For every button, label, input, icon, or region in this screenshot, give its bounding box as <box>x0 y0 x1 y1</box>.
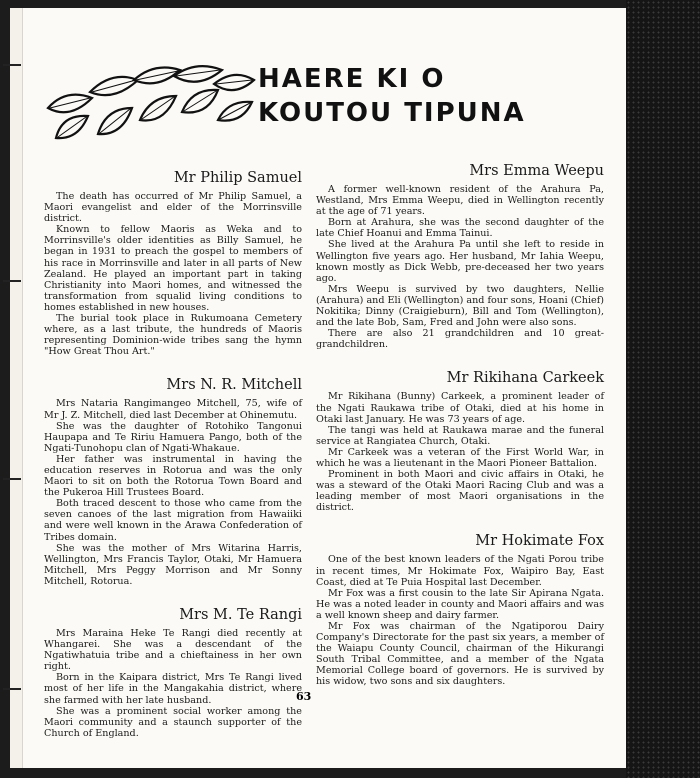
obituary-name: Mrs M. Te Rangi <box>179 607 302 623</box>
obituary-paragraph: Known to fellow Maoris as Weka and to Morrinsville's older identities as Billy Samuel, he began in 1931 to preach the gospel to members of his race in Morrinsville and later in all parts of New Zealand. He played an important part in taking Christianity into Maori homes, and witnessed the transformation from squalid living conditions to homes established in new houses. <box>44 224 302 313</box>
right-column <box>316 163 604 708</box>
binding-strip <box>10 8 23 768</box>
obituary-section <box>316 533 604 687</box>
obituary-paragraph: She was a prominent social worker among the Maori community and a staunch supporter of the Church of England. <box>44 705 302 739</box>
obituary-name: Mr Rikihana Carkeek <box>446 370 604 387</box>
obituary-paragraph: Mrs Weepu is survived by two daughters, Nellie (Arahura) and Eli (Wellington) and four sons, Hoani (Chief) Nokitika; Dinny (Craigieburn), Bill and Tom (Wellington), and the late Bob, Sam, Fred and John were also sons. <box>316 283 604 329</box>
obituary-section <box>44 170 302 357</box>
obituary-name: Mr Philip Samuel <box>173 170 302 186</box>
page-number: 63 <box>296 690 312 703</box>
obituary-section <box>44 377 302 587</box>
obituary-paragraph: She was the mother of Mrs Witarina Harris, Wellington, Mrs Francis Taylor, Otaki, Mr Hamuera Mitchell, Mrs Peggy Morrison and Mr Sonny Mitchell, Rotorua. <box>44 542 302 587</box>
leaf-fern-decoration-icon <box>42 58 257 146</box>
binding-mark <box>3 64 21 66</box>
obituary-paragraph: Mr Fox was a first cousin to the late Sir Apirana Ngata. He was a noted leader in county and Maori affairs and was a well known sheep and dairy farmer. <box>316 587 604 621</box>
obituary-paragraph: There are also 21 grandchildren and 10 great-grandchildren. <box>316 328 604 351</box>
obituary-paragraph: The death has occurred of Mr Philip Samuel, a Maori evangelist and elder of the Morrinsville district. <box>44 191 302 225</box>
obituary-paragraph: She lived at the Arahura Pa until she left to reside in Wellington five years ago. Her husband, Mr Iahia Weepu, known mostly as Dick Webb, pre-deceased her two years ago. <box>316 239 604 284</box>
binding-mark <box>3 280 21 282</box>
obituary-paragraph: Mrs Maraina Heke Te Rangi died recently at Whangarei. She was a descendant of the Ngatiwhatuia tribe and a chieftainess in her own right. <box>44 628 302 673</box>
obituary-paragraph: Mrs Nataria Rangimangeo Mitchell, 75, wife of Mr J. Z. Mitchell, died last December at Ohinemutu. <box>44 398 302 421</box>
obituary-paragraph: Mr Carkeek was a veteran of the First World War, in which he was a lieutenant in the Maori Pioneer Battalion. <box>316 446 604 469</box>
obituary-paragraph: Mr Rikihana (Bunny) Carkeek, a prominent leader of the Ngati Raukawa tribe of Otaki, died at his home in Otaki last January. He was 73 years of age. <box>316 391 604 425</box>
obituary-paragraph: Born in the Kaipara district, Mrs Te Rangi lived most of her life in the Mangakahia district, where she farmed with her late husband. <box>44 672 302 706</box>
obituary-paragraph: A former well-known resident of the Arahura Pa, Westland, Mrs Emma Weepu, died in Wellington recently at the age of 71 years. <box>316 184 604 218</box>
obituary-paragraph: The burial took place in Rukumoana Cemetery where, as a last tribute, the hundreds of Maoris representing Dominion-wide tribes sang the hymn "How Great Thou Art." <box>44 313 302 358</box>
obituary-name: Mr Hokimate Fox <box>475 533 604 550</box>
obituary-paragraph: Both traced descent to those who came from the seven canoes of the last migration from Hawaiiki and were well known in the Arawa Confederation of Tribes domain. <box>44 498 302 543</box>
obituary-name: Mrs N. R. Mitchell <box>166 377 302 394</box>
binding-mark <box>3 688 21 690</box>
obituary-paragraph: Born at Arahura, she was the second daughter of the late Chief Hoanui and Emma Tainui. <box>316 217 604 240</box>
obituary-paragraph: One of the best known leaders of the Ngati Porou tribe in recent times, Mr Hokimate Fox, Waipiro Bay, East Coast, died at Te Puia Hospital last December. <box>316 554 604 588</box>
background-edge <box>626 0 700 778</box>
page-title-line-2: KOUTOU TIPUNA <box>258 98 526 128</box>
obituary-section <box>44 607 302 739</box>
obituary-paragraph: She was the daughter of Rotohiko Tangonui Haupapa and Te Ririu Hamuera Pango, both of the Ngati-Tunohopu clan of Ngati-Whakaue. <box>44 420 302 454</box>
obituary-paragraph: Mr Fox was chairman of the Ngatiporou Dairy Company's Directorate for the past six years, a member of the Waiapu County Council, chairman of the Hikurangi South Tribal Committee, and a member of the Ngata Memorial College board of governors. He is survived by his widow, two sons and six daughters. <box>316 621 604 688</box>
obituary-section <box>316 163 604 350</box>
obituary-section <box>316 370 604 513</box>
left-column <box>44 170 302 759</box>
obituary-paragraph: Prominent in both Maori and civic affairs in Otaki, he was a steward of the Otaki Maori Racing Club and was a leading member of most Maori organisations in the district. <box>316 469 604 514</box>
page-title-line-1: HAERE KI O <box>258 64 446 94</box>
obituary-paragraph: Her father was instrumental in having the education reserves in Rotorua and was the only Maori to sit on both the Rotorua Town Board and the Pukeroa Hill Trustees Board. <box>44 453 302 499</box>
obituary-name: Mrs Emma Weepu <box>469 163 604 179</box>
binding-mark <box>3 478 21 480</box>
obituary-paragraph: The tangi was held at Raukawa marae and the funeral service at Rangiatea Church, Otaki. <box>316 424 604 447</box>
